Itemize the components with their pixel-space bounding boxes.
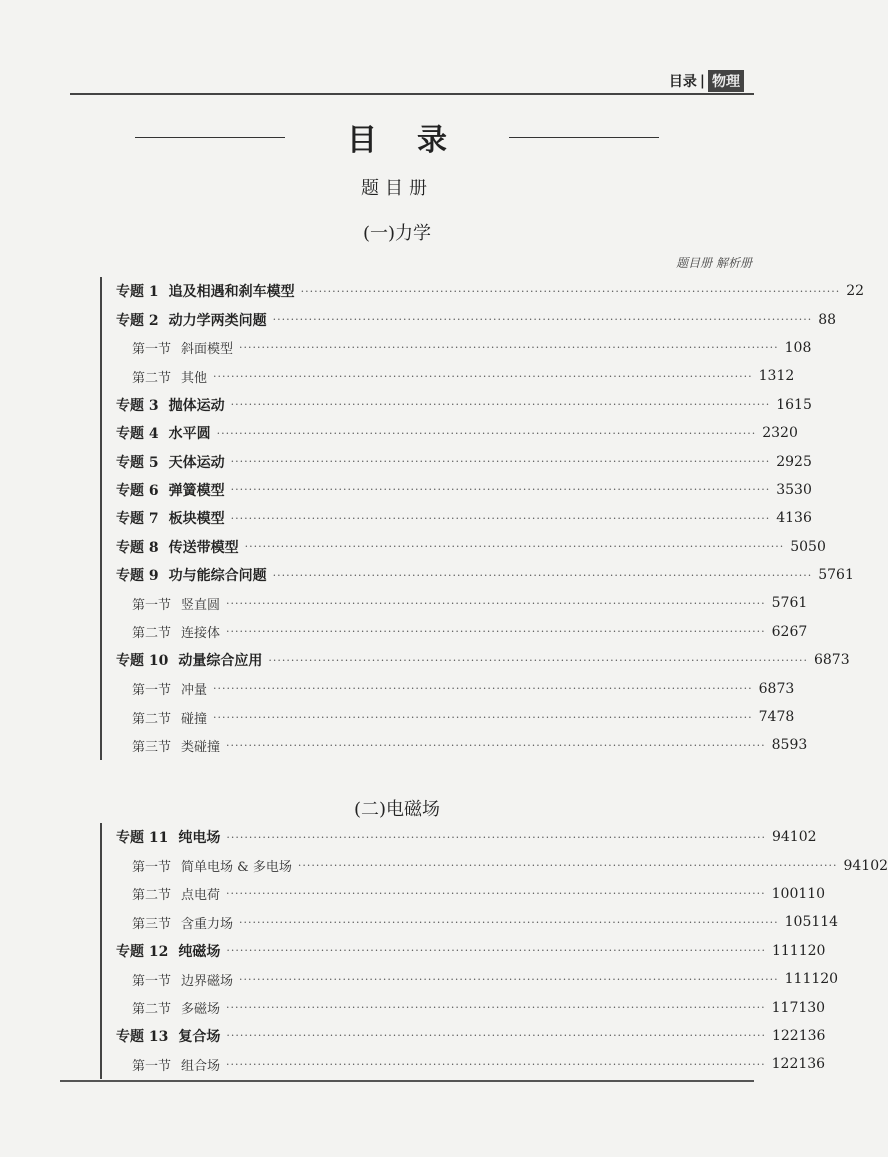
toc-page-questions: 41	[776, 510, 795, 527]
toc-dot-leader: ························································································································	[226, 1029, 766, 1043]
toc-entry-number: 专题 8	[116, 539, 159, 556]
column-header-questions: 题目册	[676, 256, 713, 270]
toc-row-topic[interactable]	[102, 1022, 826, 1050]
toc-dot-leader: ························································································································	[268, 653, 808, 667]
toc-row-topic[interactable]	[102, 419, 798, 447]
toc-page-answers: 114	[811, 914, 839, 931]
toc-entry-label	[102, 1055, 220, 1074]
toc-page-questions: 105	[784, 914, 812, 931]
toc-entry-title: 纯电场	[178, 830, 221, 847]
toc-dot-leader: ························································································································	[213, 369, 753, 383]
toc-entry-title: 动力学两类问题	[168, 312, 267, 329]
toc-entry-title: 碰撞	[181, 711, 208, 727]
toc-page-answers: 15	[794, 396, 812, 413]
toc-dot-leader: ························································································································	[226, 830, 766, 844]
toc-page-questions: 122	[771, 1027, 799, 1044]
toc-entry-title: 斜面模型	[181, 342, 234, 358]
toc-entry-number: 第二节	[132, 711, 172, 727]
toc-row-topic[interactable]	[102, 504, 812, 532]
toc-entry-title: 水平圆	[168, 426, 211, 443]
toc-page-questions: 122	[771, 1056, 799, 1073]
toc-row-section[interactable]	[102, 334, 812, 362]
toc-page-answers: 120	[811, 971, 839, 988]
toc-dot-leader: ························································································································	[226, 596, 766, 610]
toc-dot-leader: ························································································································	[239, 915, 779, 929]
toc-dot-leader: ························································································································	[216, 426, 757, 440]
toc-row-section[interactable]	[102, 993, 826, 1021]
toc-entry-label	[102, 679, 207, 698]
toc-dot-leader: ························································································································	[272, 568, 813, 582]
toc-entry-number: 第一节	[132, 683, 172, 699]
toc-page-answers: 120	[798, 942, 826, 959]
toc-dot-leader: ························································································································	[230, 455, 771, 469]
toc-entry-number: 专题 11	[116, 830, 169, 847]
toc-page-answers: 8	[827, 311, 837, 328]
toc-page-questions: 10	[784, 339, 803, 356]
title-line-right	[509, 137, 659, 138]
toc-page-answers: 2	[855, 283, 865, 300]
toc-page-answers: 130	[798, 999, 826, 1016]
toc-dot-leader: ························································································································	[297, 859, 838, 873]
toc-page-answers: 61	[789, 595, 808, 612]
toc-dot-leader: ························································································································	[213, 710, 753, 724]
toc-page-answers: 67	[789, 623, 808, 640]
toc-list-mechanics	[100, 277, 865, 760]
toc-entry-number: 专题 4	[116, 426, 159, 443]
toc-row-topic[interactable]	[102, 305, 837, 333]
toc-entry-label	[102, 736, 220, 755]
toc-entry-label	[102, 913, 233, 932]
toc-row-topic[interactable]	[102, 937, 826, 965]
toc-entry-number: 第三节	[132, 739, 172, 755]
toc-page-questions: 8	[818, 311, 828, 328]
header-section-label: 目录	[668, 74, 697, 90]
toc-page-answers: 73	[831, 652, 850, 669]
toc-row-section[interactable]	[102, 851, 888, 879]
toc-page-answers: 61	[836, 567, 854, 584]
toc-row-topic[interactable]	[102, 447, 812, 475]
toc-entry-number: 专题 7	[116, 511, 159, 528]
toc-entry-number: 第一节	[132, 973, 172, 989]
toc-entry-number: 第三节	[132, 916, 172, 932]
toc-entry-title: 多磁场	[181, 1002, 221, 1018]
toc-row-topic[interactable]	[102, 277, 865, 305]
toc-page-questions: 111	[771, 942, 799, 959]
toc-entry-title: 点电荷	[181, 888, 221, 904]
toc-page-questions: 16	[776, 396, 795, 413]
toc-dot-leader: ························································································································	[239, 972, 779, 986]
toc-page-questions: 35	[776, 481, 795, 498]
toc-entry-title: 板块模型	[168, 511, 225, 528]
toc-entry-label	[102, 281, 295, 301]
toc-entry-title: 简单电场 & 多电场	[181, 860, 292, 876]
toc-entry-title: 动量综合应用	[178, 653, 263, 670]
toc-entry-label	[102, 856, 292, 875]
toc-entry-label	[102, 970, 233, 989]
toc-page-questions: 68	[758, 680, 777, 697]
toc-page-answers: 20	[780, 425, 798, 442]
toc-entry-label	[102, 480, 225, 500]
toc-row-section[interactable]	[102, 1050, 826, 1078]
toc-entry-label	[102, 827, 220, 847]
toc-entry-title: 复合场	[178, 1028, 221, 1045]
toc-entry-title: 纯磁场	[178, 943, 221, 960]
toc-page-answers: 102	[861, 857, 888, 874]
header-subject-badge: 物理	[708, 70, 744, 92]
toc-page-answers: 110	[798, 885, 826, 902]
toc-page-answers: 8	[802, 339, 812, 356]
toc-entry-title: 类碰撞	[181, 739, 221, 755]
toc-entry-title: 连接体	[181, 626, 221, 642]
toc-row-section[interactable]	[102, 965, 839, 993]
toc-row-section[interactable]	[102, 908, 839, 936]
toc-row-section[interactable]	[102, 674, 795, 702]
toc-page-answers: 30	[794, 481, 812, 498]
toc-dot-leader: ························································································································	[226, 944, 766, 958]
header-separator: |	[699, 73, 705, 89]
toc-dot-leader: ························································································································	[230, 511, 771, 525]
toc-entry-number: 第一节	[132, 597, 172, 613]
toc-page-answers: 78	[776, 709, 795, 726]
toc-entry-label	[102, 367, 207, 386]
toc-page-questions: 50	[790, 538, 809, 555]
toc-row-topic[interactable]	[102, 561, 854, 589]
toc-entry-number: 第一节	[132, 1058, 172, 1074]
toc-row-section[interactable]	[102, 703, 795, 731]
toc-entry-label	[102, 1026, 220, 1046]
toc-page-questions: 57	[771, 595, 790, 612]
toc-entry-label	[102, 884, 220, 903]
toc-dot-leader: ························································································································	[226, 1001, 766, 1015]
toc-page-questions: 29	[776, 453, 795, 470]
toc-row-section[interactable]	[102, 731, 808, 759]
part-heading-mechanics: (一)力学	[362, 223, 432, 244]
toc-row-section[interactable]	[102, 362, 795, 390]
bottom-rule	[60, 1080, 754, 1082]
toc-entry-number: 第二节	[132, 888, 172, 904]
toc-entry-number: 专题 2	[116, 312, 159, 329]
toc-dot-leader: ························································································································	[239, 341, 779, 355]
toc-dot-leader: ························································································································	[230, 483, 771, 497]
toc-row-topic[interactable]	[102, 533, 826, 561]
toc-entry-number: 第一节	[132, 860, 172, 876]
toc-entry-title: 其他	[181, 370, 208, 386]
toc-entry-number: 第二节	[132, 1002, 172, 1018]
toc-page-questions: 62	[771, 623, 790, 640]
title-line-left	[135, 137, 285, 138]
toc-dot-leader: ························································································································	[230, 398, 771, 412]
column-headers	[676, 254, 752, 271]
toc-page-questions: 94	[843, 857, 862, 874]
toc-dot-leader: ························································································································	[226, 738, 766, 752]
toc-page-answers: 93	[789, 737, 808, 754]
toc-entry-title: 追及相遇和刹车模型	[168, 284, 295, 301]
toc-entry-label	[102, 594, 220, 613]
toc-entry-number: 专题 12	[116, 943, 169, 960]
toc-entry-title: 传送带模型	[168, 539, 239, 556]
toc-page-questions: 57	[818, 567, 837, 584]
toc-entry-label	[102, 395, 225, 415]
toc-entry-title: 含重力场	[181, 916, 234, 932]
toc-page-answers: 12	[776, 368, 795, 385]
toc-entry-label	[102, 537, 239, 557]
toc-entry-title: 抛体运动	[168, 397, 225, 414]
toc-entry-label	[102, 508, 225, 528]
toc-dot-leader: ························································································································	[272, 313, 813, 327]
toc-entry-number: 第二节	[132, 626, 172, 642]
toc-entry-label	[102, 310, 267, 330]
toc-page-answers: 50	[808, 538, 826, 555]
toc-entry-title: 冲量	[181, 683, 208, 699]
page-title: 目录	[347, 123, 487, 158]
toc-page-answers: 73	[776, 680, 795, 697]
title-row	[0, 115, 794, 159]
toc-entry-label	[102, 338, 233, 357]
toc-entry-number: 第一节	[132, 342, 172, 358]
toc-row-section[interactable]	[102, 880, 826, 908]
toc-dot-leader: ························································································································	[226, 625, 766, 639]
toc-entry-number: 专题 9	[116, 568, 159, 585]
toc-list-electromagnetism	[100, 823, 888, 1079]
toc-row-topic[interactable]	[102, 823, 817, 851]
toc-page-answers: 136	[798, 1056, 826, 1073]
part-heading-electromagnetism: (二)电磁场	[353, 799, 441, 820]
toc-dot-leader: ························································································································	[226, 887, 766, 901]
toc-row-topic[interactable]	[102, 476, 812, 504]
toc-row-topic[interactable]	[102, 391, 812, 419]
toc-page-answers: 136	[798, 1027, 826, 1044]
toc-entry-label	[102, 565, 267, 585]
column-header-answers: 解析册	[715, 256, 752, 270]
toc-entry-label	[102, 998, 220, 1017]
toc-entry-number: 专题 6	[116, 482, 159, 499]
toc-row-topic[interactable]	[102, 646, 850, 674]
toc-row-section[interactable]	[102, 618, 808, 646]
toc-page-questions: 100	[771, 885, 799, 902]
toc-page-questions: 117	[771, 999, 799, 1016]
toc-page-questions: 74	[758, 709, 777, 726]
toc-row-section[interactable]	[102, 589, 808, 617]
toc-entry-number: 专题 10	[116, 653, 169, 670]
toc-entry-title: 功与能综合问题	[168, 568, 267, 585]
header-tag	[669, 70, 744, 92]
toc-entry-number: 专题 13	[116, 1028, 169, 1045]
toc-entry-label	[102, 650, 262, 670]
toc-entry-title: 边界磁场	[181, 973, 234, 989]
toc-entry-title: 竖直圆	[181, 597, 221, 613]
toc-page-questions: 68	[813, 652, 832, 669]
toc-page-questions: 23	[762, 425, 781, 442]
toc-entry-title: 天体运动	[168, 454, 225, 471]
toc-page-questions: 2	[846, 283, 856, 300]
page-subtitle: 题目册	[361, 178, 433, 199]
toc-entry-label	[102, 708, 207, 727]
toc-entry-label	[102, 622, 220, 641]
toc-entry-number: 第二节	[132, 370, 172, 386]
toc-entry-title: 弹簧模型	[168, 482, 225, 499]
toc-entry-title: 组合场	[181, 1058, 221, 1074]
toc-entry-number: 专题 5	[116, 454, 159, 471]
header-rule	[70, 93, 754, 95]
toc-entry-number: 专题 3	[116, 397, 159, 414]
toc-page-answers: 36	[794, 510, 812, 527]
toc-page-questions: 94	[771, 829, 790, 846]
toc-entry-label	[102, 941, 220, 961]
toc-page-questions: 13	[758, 368, 777, 385]
toc-page-answers: 25	[794, 453, 812, 470]
toc-page-questions: 111	[784, 971, 812, 988]
toc-entry-number: 专题 1	[116, 284, 159, 301]
toc-page-questions: 85	[771, 737, 790, 754]
toc-dot-leader: ························································································································	[300, 284, 841, 298]
toc-dot-leader: ························································································································	[226, 1057, 766, 1071]
toc-entry-label	[102, 452, 225, 472]
toc-dot-leader: ························································································································	[213, 682, 753, 696]
toc-page-answers: 102	[789, 829, 817, 846]
toc-dot-leader: ························································································································	[244, 540, 785, 554]
toc-entry-label	[102, 423, 211, 443]
